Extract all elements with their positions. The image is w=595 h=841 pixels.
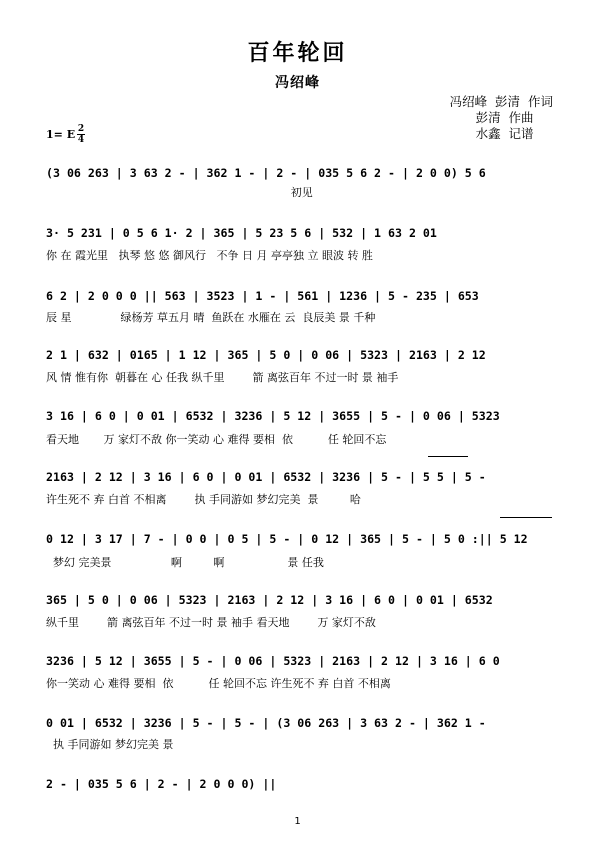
notation-line-6: 2163 | 2 12 | 3 16 | 6 0 | 0 01 | 6532 | 3236 | 5 - | 5 5 | 5 -	[46, 470, 486, 484]
volta-bracket-1	[428, 456, 468, 457]
notation-line-10: 0 01 | 6532 | 3236 | 5 - | 5 - | (3 06 263 | 3 63 2 - | 362 1 -	[46, 716, 486, 730]
notation-line-4: 2 1 | 632 | 0165 | 1 12 | 365 | 5 0 | 0 06 | 5323 | 2163 | 2 12	[46, 348, 486, 362]
key-signature: 1= E	[46, 128, 76, 141]
volta-bracket-2	[500, 517, 552, 518]
page-number: 1	[294, 816, 301, 827]
notation-line-1: (3 06 263 | 3 63 2 - | 362 1 - | 2 - | 035 5 6 2 - | 2 0 0) 5 6	[46, 166, 486, 180]
time-signature	[76, 124, 86, 145]
artist-name: 冯绍峰	[275, 75, 320, 91]
lyric-line-2: 你 在 霞光里 执琴 悠 悠 御风行 不争 日 月 亭亭独 立 眼波 转 胜	[46, 249, 373, 262]
lyric-line-6: 许生死不 弃 白首 不相离 执 手同游如 梦幻完美 景 哈	[46, 493, 361, 506]
lyric-line-4: 风 情 惟有你 朝暮在 心 任我 纵千里 箭 离弦百年 不过一时 景 袖手	[46, 371, 399, 384]
song-title: 百年轮回	[247, 40, 348, 66]
credits-block	[450, 94, 553, 142]
notation-line-7: 0 12 | 3 17 | 7 - | 0 0 | 0 5 | 5 - | 0 12 | 365 | 5 - | 5 0 :|| 5 12	[46, 532, 528, 546]
lyric-line-9: 你一笑动 心 难得 要相 依 任 轮回不忘 许生死不 弃 白首 不相离	[46, 677, 391, 690]
time-signature-top: 2	[77, 124, 85, 134]
transcriber-credit: 水鑫 记谱	[475, 126, 534, 141]
lyric-line-5: 看天地 万 家灯不敌 你一笑动 心 难得 要相 依 任 轮回不忘	[46, 433, 387, 446]
time-signature-bottom: 4	[77, 135, 85, 145]
notation-line-3: 6 2 | 2 0 0 0 || 563 | 3523 | 1 - | 561 | 1236 | 5 - 235 | 653	[46, 289, 479, 303]
lyric-line-7: 梦幻 完美景 啊 啊 景 任我	[46, 556, 324, 569]
notation-line-5: 3 16 | 6 0 | 0 01 | 6532 | 3236 | 5 12 | 3655 | 5 - | 0 06 | 5323	[46, 409, 500, 423]
lyric-line-3: 辰 星 绿杨芳 草五月 晴 鱼跃在 水雁在 云 良辰美 景 千种	[46, 311, 376, 324]
notation-line-11: 2 - | 035 5 6 | 2 - | 2 0 0 0) ||	[46, 777, 277, 791]
lyric-line-1: 初见	[46, 186, 313, 199]
notation-line-2: 3· 5 231 | 0 5 6 1· 2 | 365 | 5 23 5 6 | 532 | 1 63 2 01	[46, 226, 437, 240]
lyric-line-8: 纵千里 箭 离弦百年 不过一时 景 袖手 看天地 万 家灯不敌	[46, 616, 376, 629]
lyric-line-10: 执 手同游如 梦幻完美 景	[46, 738, 174, 751]
lyricist-credit: 冯绍峰 彭清 作词	[449, 94, 553, 109]
notation-line-9: 3236 | 5 12 | 3655 | 5 - | 0 06 | 5323 | 2163 | 2 12 | 3 16 | 6 0	[46, 654, 500, 668]
notation-line-8: 365 | 5 0 | 0 06 | 5323 | 2163 | 2 12 | 3 16 | 6 0 | 0 01 | 6532	[46, 593, 493, 607]
composer-credit: 彭清 作曲	[475, 110, 534, 125]
